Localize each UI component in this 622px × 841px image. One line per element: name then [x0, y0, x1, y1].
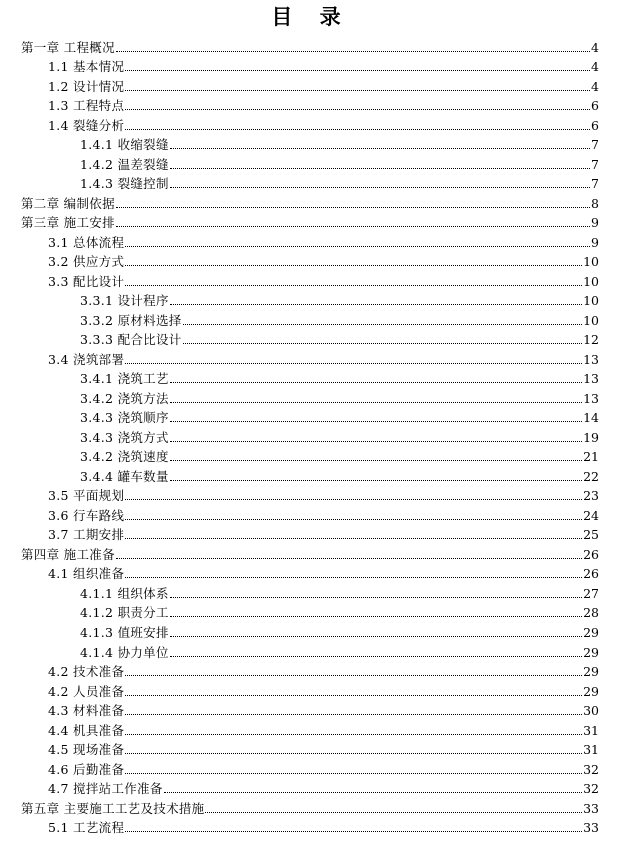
toc-entry-page-number: 6 [591, 98, 599, 114]
toc-entry-page-number: 10 [583, 273, 599, 289]
toc-entry[interactable] [0, 407, 622, 427]
toc-entry-page-number: 4 [591, 59, 599, 75]
toc-entry-label: 第三章 施工安排 [21, 215, 115, 231]
toc-dot-leader [125, 831, 582, 832]
toc-entry-page-number: 29 [583, 624, 599, 640]
toc-entry[interactable] [0, 270, 622, 290]
toc-entry[interactable] [0, 231, 622, 251]
toc-entry-label: 3.4.3 浇筑方式 [80, 429, 169, 445]
toc-dot-leader [170, 636, 582, 637]
toc-entry-label: 4.5 现场准备 [48, 742, 125, 758]
toc-dot-leader [170, 168, 590, 169]
toc-entry-label: 3.5 平面规划 [48, 488, 125, 504]
toc-entry-label: 3.1 总体流程 [48, 234, 125, 250]
toc-entry-page-number: 13 [583, 390, 599, 406]
toc-entry[interactable] [0, 387, 622, 407]
toc-dot-leader [183, 343, 583, 344]
toc-entry[interactable] [0, 309, 622, 329]
toc-entry-page-number: 14 [583, 410, 599, 426]
toc-dot-leader [125, 753, 582, 754]
toc-entry[interactable] [0, 485, 622, 505]
toc-entry[interactable] [0, 329, 622, 349]
toc-dot-leader [170, 597, 582, 598]
toc-dot-leader [170, 402, 582, 403]
toc-entry-label: 4.7 搅拌站工作准备 [48, 781, 163, 797]
toc-entry-page-number: 30 [583, 703, 599, 719]
toc-entry-label: 3.4.2 浇筑速度 [80, 449, 169, 465]
toc-entry[interactable] [0, 602, 622, 622]
toc-entry-label: 3.4.4 罐车数量 [80, 468, 169, 484]
toc-entry-label: 1.1 基本情况 [48, 59, 125, 75]
toc-dot-leader [170, 382, 582, 383]
toc-entry-page-number: 7 [591, 156, 599, 172]
toc-entry-label: 第四章 施工准备 [21, 546, 115, 562]
toc-dot-leader [125, 265, 582, 266]
toc-entry-label: 1.4.3 裂缝控制 [80, 176, 169, 192]
toc-entry-label: 3.4.1 浇筑工艺 [80, 371, 169, 387]
toc-entry[interactable] [0, 778, 622, 798]
toc-entry[interactable] [0, 114, 622, 134]
toc-dot-leader [116, 226, 590, 227]
toc-entry[interactable] [0, 758, 622, 778]
toc-entry-page-number: 32 [583, 761, 599, 777]
toc-entry-label: 3.3.2 原材料选择 [80, 312, 182, 328]
toc-dot-leader [125, 577, 582, 578]
toc-entry[interactable] [0, 251, 622, 271]
toc-entry-page-number: 27 [583, 585, 599, 601]
toc-entry[interactable] [0, 173, 622, 193]
toc-entry-label: 4.1 组织准备 [48, 566, 125, 582]
toc-entry[interactable] [0, 56, 622, 76]
toc-entry-page-number: 8 [591, 195, 599, 211]
toc-dot-leader [170, 148, 590, 149]
toc-entry[interactable] [0, 36, 622, 56]
toc-entry-page-number: 33 [583, 800, 599, 816]
toc-entry[interactable] [0, 95, 622, 115]
toc-entry[interactable] [0, 817, 622, 837]
toc-entry-label: 4.1.2 职责分工 [80, 605, 169, 621]
toc-dot-leader [116, 558, 582, 559]
toc-entry[interactable] [0, 134, 622, 154]
toc-entry-label: 3.3.1 设计程序 [80, 293, 169, 309]
toc-entry[interactable] [0, 582, 622, 602]
toc-entry-page-number: 7 [591, 176, 599, 192]
toc-entry-label: 第一章 工程概况 [21, 39, 115, 55]
toc-entry-label: 3.4 浇筑部署 [48, 351, 125, 367]
toc-dot-leader [125, 714, 582, 715]
toc-entry-label: 5.1 工艺流程 [48, 820, 125, 836]
toc-entry[interactable] [0, 504, 622, 524]
toc-entry[interactable] [0, 661, 622, 681]
toc-entry-page-number: 29 [583, 683, 599, 699]
toc-dot-leader [125, 773, 582, 774]
toc-entry-label: 3.3.3 配合比设计 [80, 332, 182, 348]
toc-entry-page-number: 13 [583, 351, 599, 367]
toc-entry-page-number: 10 [583, 293, 599, 309]
toc-entry-page-number: 6 [591, 117, 599, 133]
toc-dot-leader [125, 499, 582, 500]
toc-dot-leader [125, 734, 582, 735]
toc-entry-label: 4.1.4 协力单位 [80, 644, 169, 660]
toc-entry-label: 4.2 技术准备 [48, 664, 125, 680]
toc-dot-leader [170, 421, 582, 422]
toc-entry-label: 1.4.2 温差裂缝 [80, 156, 169, 172]
toc-dot-leader [125, 90, 590, 91]
toc-entry-label: 3.6 行车路线 [48, 507, 125, 523]
toc-entry-label: 3.7 工期安排 [48, 527, 125, 543]
toc-entry[interactable] [0, 465, 622, 485]
toc-dot-leader [183, 324, 583, 325]
toc-entry-label: 3.2 供应方式 [48, 254, 125, 270]
toc-dot-leader [125, 246, 590, 247]
toc-dot-leader [125, 109, 590, 110]
toc-entry-label: 4.2 人员准备 [48, 683, 125, 699]
page-title: 目 录 [271, 5, 351, 29]
toc-entry-label: 4.6 后勤准备 [48, 761, 125, 777]
toc-dot-leader [116, 207, 590, 208]
toc-entry-label: 第五章 主要施工工艺及技术措施 [21, 800, 205, 816]
toc-entry-label: 4.1.3 值班安排 [80, 624, 169, 640]
toc-dot-leader [170, 441, 582, 442]
toc-entry[interactable] [0, 641, 622, 661]
toc-entry-label: 4.4 机具准备 [48, 722, 125, 738]
toc-entry[interactable] [0, 348, 622, 368]
toc-dot-leader [170, 656, 582, 657]
toc-entry-page-number: 26 [583, 566, 599, 582]
toc-entry[interactable] [0, 719, 622, 739]
toc-entry-page-number: 32 [583, 781, 599, 797]
toc-entry[interactable] [0, 621, 622, 641]
toc-entry-page-number: 22 [583, 468, 599, 484]
toc-entry-page-number: 12 [583, 332, 599, 348]
toc-entry[interactable] [0, 524, 622, 544]
toc-entry-page-number: 23 [583, 488, 599, 504]
toc-dot-leader [116, 51, 590, 52]
toc-entry-page-number: 10 [583, 312, 599, 328]
toc-dot-leader [125, 70, 590, 71]
toc-entry[interactable] [0, 212, 622, 232]
toc-entry[interactable] [0, 75, 622, 95]
toc-dot-leader [125, 519, 582, 520]
toc-entry-page-number: 33 [583, 820, 599, 836]
toc-entry-label: 3.4.2 浇筑方法 [80, 390, 169, 406]
toc-dot-leader [125, 363, 582, 364]
toc-entry[interactable] [0, 700, 622, 720]
toc-entry[interactable] [0, 192, 622, 212]
toc-entry[interactable] [0, 153, 622, 173]
toc-dot-leader [170, 480, 582, 481]
toc-dot-leader [170, 187, 590, 188]
toc-dot-leader [205, 812, 582, 813]
toc-entry-page-number: 4 [591, 78, 599, 94]
toc-entry[interactable] [0, 368, 622, 388]
toc-entry-label: 第二章 编制依据 [21, 195, 115, 211]
toc-entry-page-number: 31 [583, 722, 599, 738]
toc-entry[interactable] [0, 543, 622, 563]
toc-dot-leader [170, 460, 582, 461]
toc-entry-page-number: 13 [583, 371, 599, 387]
toc-entry[interactable] [0, 739, 622, 759]
toc-dot-leader [125, 129, 590, 130]
toc-entry-page-number: 9 [591, 215, 599, 231]
toc-entry-page-number: 29 [583, 664, 599, 680]
toc-entry-label: 3.4.3 浇筑顺序 [80, 410, 169, 426]
table-of-contents [0, 36, 622, 836]
toc-entry[interactable] [0, 446, 622, 466]
toc-entry-page-number: 19 [583, 429, 599, 445]
toc-entry-page-number: 25 [583, 527, 599, 543]
toc-dot-leader [164, 792, 582, 793]
toc-dot-leader [125, 675, 582, 676]
toc-entry[interactable] [0, 680, 622, 700]
toc-entry-page-number: 24 [583, 507, 599, 523]
toc-dot-leader [125, 285, 582, 286]
toc-entry-page-number: 26 [583, 546, 599, 562]
toc-entry-label: 1.2 设计情况 [48, 78, 125, 94]
toc-entry-page-number: 10 [583, 254, 599, 270]
toc-entry-label: 4.1.1 组织体系 [80, 585, 169, 601]
toc-dot-leader [170, 304, 582, 305]
toc-entry[interactable] [0, 797, 622, 817]
toc-dot-leader [125, 538, 582, 539]
toc-entry-page-number: 31 [583, 742, 599, 758]
toc-entry-label: 3.3 配比设计 [48, 273, 125, 289]
toc-entry-label: 1.4.1 收缩裂缝 [80, 137, 169, 153]
toc-dot-leader [170, 616, 582, 617]
toc-entry-page-number: 4 [591, 39, 599, 55]
toc-entry-page-number: 21 [583, 449, 599, 465]
toc-entry-page-number: 29 [583, 644, 599, 660]
toc-entry-label: 1.3 工程特点 [48, 98, 125, 114]
toc-entry[interactable] [0, 563, 622, 583]
toc-entry[interactable] [0, 290, 622, 310]
toc-entry[interactable] [0, 426, 622, 446]
toc-entry-page-number: 7 [591, 137, 599, 153]
toc-entry-page-number: 28 [583, 605, 599, 621]
toc-entry-label: 1.4 裂缝分析 [48, 117, 125, 133]
toc-entry-label: 4.3 材料准备 [48, 703, 125, 719]
toc-entry-page-number: 9 [591, 234, 599, 250]
toc-dot-leader [125, 695, 582, 696]
